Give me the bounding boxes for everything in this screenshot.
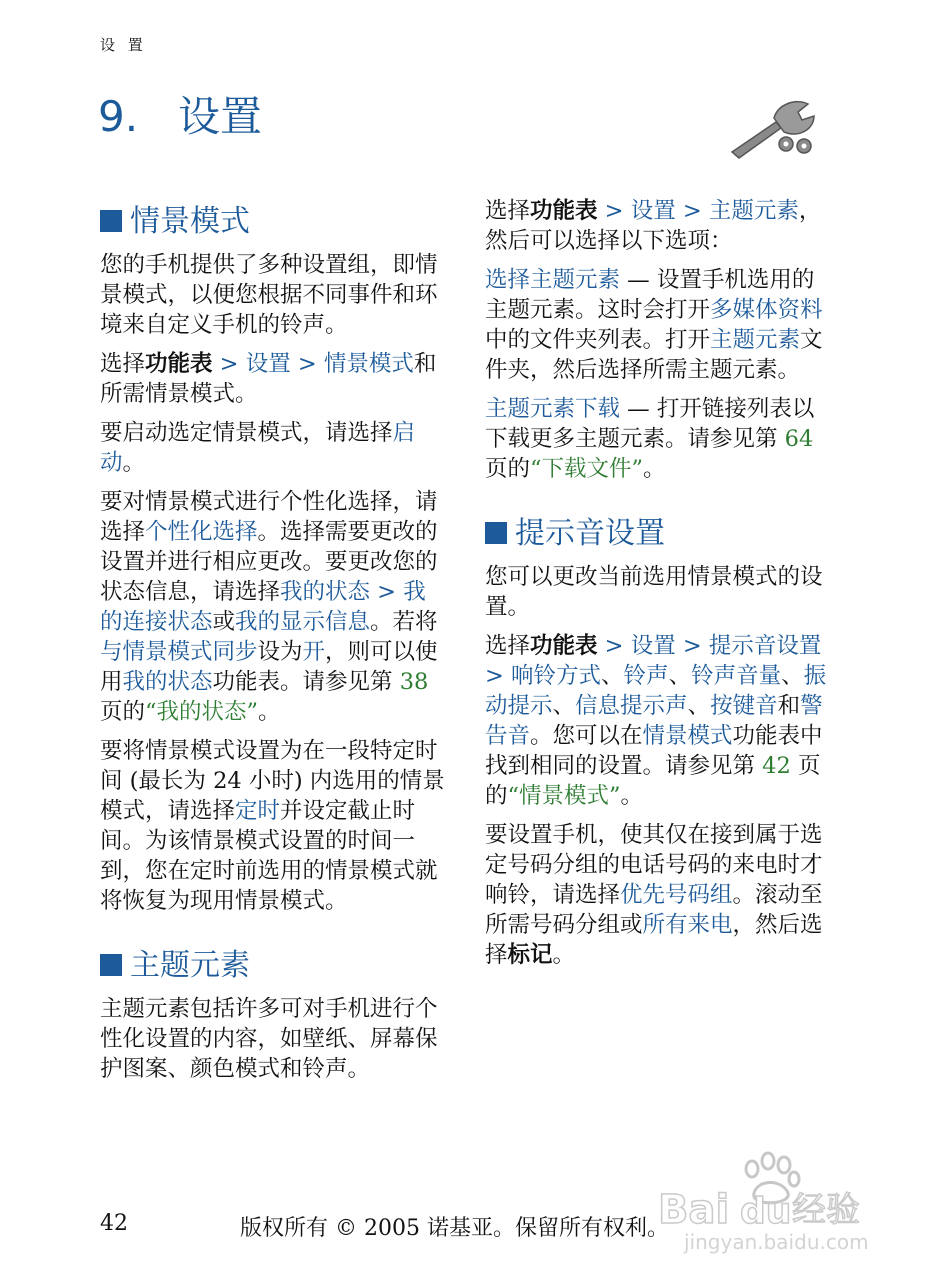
left-column bbox=[100, 196, 445, 1093]
running-header: 设 置 bbox=[100, 36, 147, 54]
chapter-title bbox=[98, 84, 262, 144]
watermark-url: jingyan.baidu.com bbox=[684, 1230, 869, 1254]
themes-download-option: 主题元素下载 — 打开链接列表以下载更多主题元素。请参见第 64 页的“下载文件”。 bbox=[485, 396, 815, 482]
profiles-timed: 要将情景模式设置为在一段特定时间 (最长为 24 小时) 内选用的情景模式，请选择定时并设定截止时间。为该情景模式设置的时间一到，您在定时前选用的情景模式就将恢复为现用情景模式。 bbox=[100, 738, 445, 914]
tones-menu-path: 选择功能表 > 设置 > 提示音设置 > 响铃方式、铃声、铃声音量、振动提示、信息提示声、按键音和警告音。您可以在情景模式功能表中找到相同的设置。请参见第 42 页的“情景模式”。 bbox=[485, 633, 827, 809]
page-number: 42 bbox=[100, 1211, 128, 1236]
section-bullet bbox=[485, 522, 507, 544]
profiles-activate: 要启动选定情景模式，请选择启动。 bbox=[100, 420, 416, 476]
tones-caller-groups: 要设置手机，使其仅在接到属于选定号码分组的电话号码的来电时才响铃，请选择优先号码组。滚动至所需号码分组或所有来电，然后选择标记。 bbox=[485, 822, 823, 968]
profiles-intro: 您的手机提供了多种设置组，即情景模式，以便您根据不同事件和环境来自定义手机的铃声。 bbox=[100, 252, 438, 338]
section-heading-tones: 提示音设置 bbox=[485, 508, 830, 552]
watermark-du: du bbox=[740, 1191, 792, 1232]
section-heading-profiles: 情景模式 bbox=[100, 196, 445, 240]
right-column bbox=[485, 196, 830, 979]
copyright-notice: 版权所有 © 2005 诺基亚。保留所有权利。 bbox=[240, 1216, 669, 1241]
section-bullet bbox=[100, 954, 122, 976]
themes-intro: 主题元素包括许多可对手机进行个性化设置的内容，如壁纸、屏幕保护图案、颜色模式和铃声。 bbox=[100, 996, 438, 1082]
watermark-jingyan: 经验 bbox=[792, 1190, 860, 1230]
baidu-jingyan-watermark bbox=[650, 1135, 880, 1255]
tones-intro: 您可以更改当前选用情景模式的设置。 bbox=[485, 564, 823, 620]
themes-menu-path: 选择功能表 > 设置 > 主题元素，然后可以选择以下选项： bbox=[485, 198, 822, 254]
chapter-title-text: 设置 bbox=[178, 92, 263, 141]
themes-select-option: 选择主题元素 — 设置手机选用的主题元素。这时会打开多媒体资料中的文件夹列表。打开主题元素文件夹，然后选择所需主题元素。 bbox=[485, 267, 823, 383]
profiles-menu-path: 选择功能表 > 设置 > 情景模式和所需情景模式。 bbox=[100, 351, 437, 407]
section-heading-themes: 主题元素 bbox=[100, 940, 445, 984]
watermark-bai: Bai bbox=[658, 1187, 730, 1233]
section-bullet bbox=[100, 210, 122, 232]
profiles-personalise: 要对情景模式进行个性化选择，请选择个性化选择。选择需要更改的设置并进行相应更改。要更改您的状态信息，请选择我的状态 > 我的连接状态或我的显示信息。若将与情景模式同步设为开，则可以使用我的状态功能表。请参见第 38 页的“我的状态”。 bbox=[100, 489, 438, 725]
chapter-number: 9. bbox=[98, 92, 139, 141]
wrench-and-nuts-icon bbox=[726, 92, 822, 162]
